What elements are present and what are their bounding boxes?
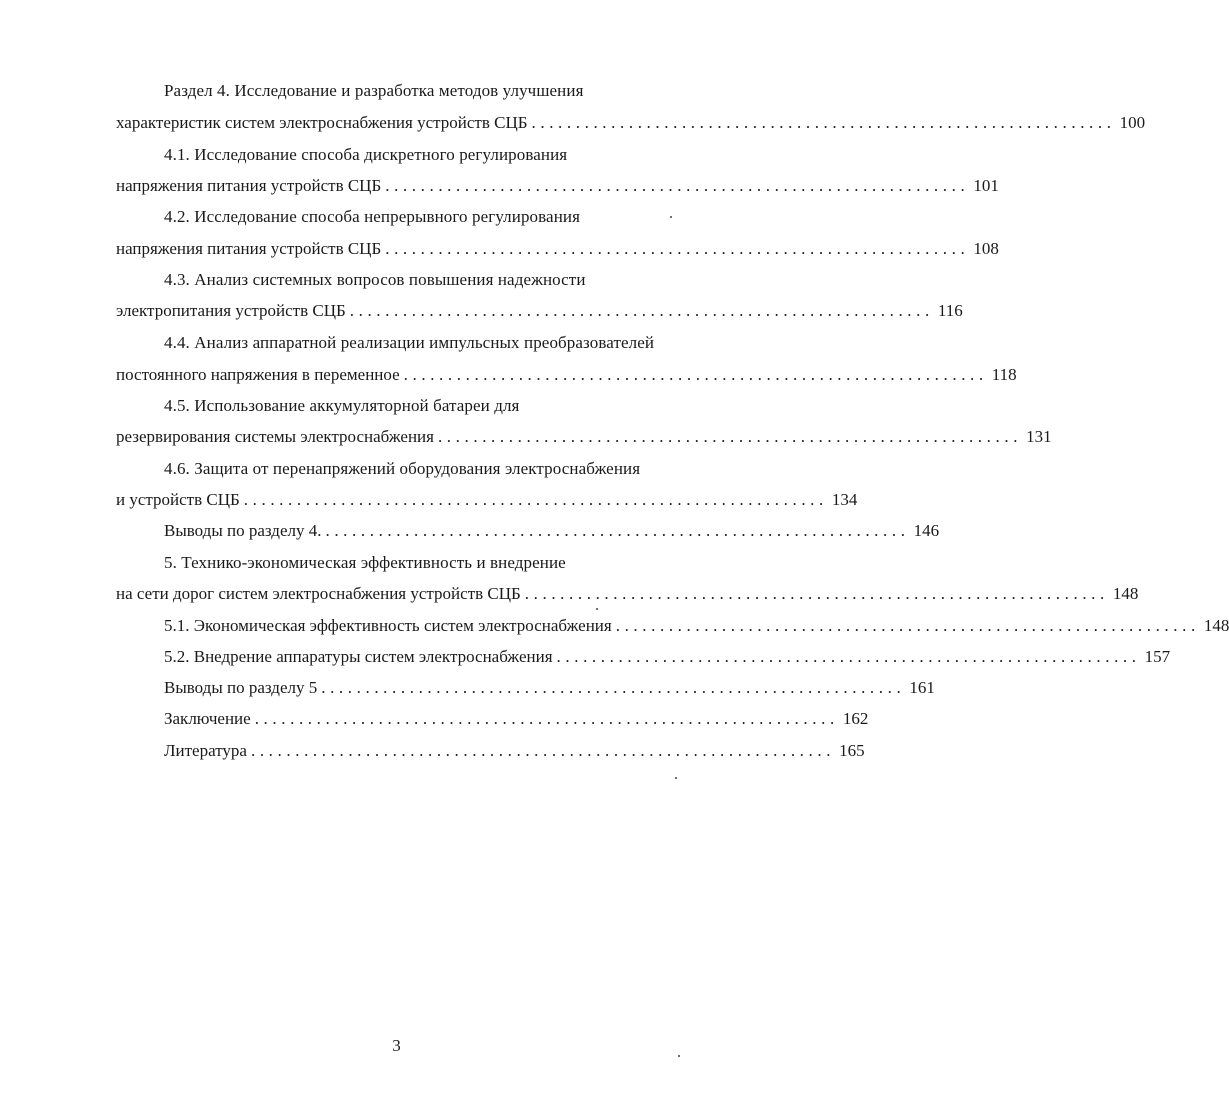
page-number: 3 — [392, 1036, 401, 1055]
toc-leader-dots: .................................................................. — [321, 678, 906, 697]
toc-page-number: 157 — [1144, 647, 1171, 666]
toc-entry-title: 4.1. Исследование способа дискретного регулирования — [164, 145, 568, 164]
toc-entry-title: Выводы по разделу 5 — [164, 678, 318, 697]
toc-entry-row[interactable] — [164, 709, 869, 729]
toc-entry-row[interactable] — [116, 427, 1052, 447]
toc-entry-row[interactable] — [164, 647, 1171, 667]
toc-entry-continuation: на сети дорог систем электроснабжения устройств СЦБ — [116, 584, 521, 603]
toc-page-number: 134 — [831, 490, 858, 509]
scan-speck — [670, 216, 672, 218]
toc-entry-title: 4.6. Защита от перенапряжений оборудования электроснабжения — [164, 459, 641, 478]
toc-entry-title: Литература — [164, 741, 247, 760]
toc-entry-row[interactable] — [164, 521, 940, 541]
toc-entry-row[interactable] — [116, 365, 1017, 385]
toc-entry-row[interactable] — [164, 741, 865, 761]
toc-leader-dots: .................................................................. — [615, 616, 1200, 635]
toc-entry-title: 5. Технико-экономическая эффективность и внедрение — [164, 553, 566, 572]
toc-entry-title: 4.5. Использование аккумуляторной батареи для — [164, 396, 520, 415]
toc-page-number: 100 — [1119, 113, 1146, 132]
toc-leader-dots: .................................................................. — [437, 427, 1023, 446]
toc-leader-dots: .................................................................. — [385, 239, 970, 258]
toc-page-number: 108 — [973, 239, 999, 258]
toc-entry-row[interactable] — [116, 239, 999, 259]
toc-page-number: 161 — [909, 678, 935, 697]
toc-entry-title: 4.4. Анализ аппаратной реализации импульсных преобразователей — [164, 333, 655, 352]
toc-entry-continuation: напряжения питания устройств СЦБ — [116, 239, 382, 258]
toc-entry-row[interactable] — [116, 113, 1146, 133]
toc-leader-dots: .................................................................. — [325, 521, 910, 540]
toc-page-number: 162 — [842, 709, 869, 728]
toc-entry-title: 4.2. Исследование способа непрерывного регулирования — [164, 207, 581, 226]
scan-speck — [596, 608, 598, 610]
toc-leader-dots: .................................................................. — [385, 176, 970, 195]
toc-entry-continuation: характеристик систем электроснабжения устройств СЦБ — [116, 113, 528, 132]
toc-page-number: 148 — [1203, 616, 1229, 635]
toc-entry-row[interactable] — [164, 616, 1229, 636]
toc-entry-title: Выводы по разделу 4. — [164, 521, 322, 540]
toc-leader-dots: .................................................................. — [556, 647, 1141, 666]
toc-entry-title: Заключение — [164, 709, 251, 728]
toc-entry-row[interactable] — [116, 490, 858, 510]
toc-page-number: 165 — [839, 741, 865, 760]
toc-entry-title: Раздел 4. Исследование и разработка методов улучшения — [164, 81, 584, 100]
toc-entry-continuation: электропитания устройств СЦБ — [116, 301, 346, 320]
toc-leader-dots: .................................................................. — [531, 113, 1116, 132]
toc-leader-dots: .................................................................. — [250, 741, 836, 760]
toc-entry-continuation: резервирования системы электроснабжения — [116, 427, 434, 446]
toc-leader-dots: .................................................................. — [403, 365, 988, 384]
toc-leader-dots: .................................................................. — [524, 584, 1109, 603]
toc-entry-continuation: постоянного напряжения в переменное — [116, 365, 400, 384]
toc-page-number: 148 — [1112, 584, 1139, 603]
toc-leader-dots: .................................................................. — [254, 709, 839, 728]
toc-entry-row[interactable] — [164, 678, 935, 698]
toc-entry-row[interactable] — [116, 301, 963, 321]
toc-page-number: 101 — [973, 176, 999, 195]
toc-entry-title: 4.3. Анализ системных вопросов повышения надежности — [164, 270, 586, 289]
toc-entry-row[interactable] — [116, 584, 1139, 604]
toc-leader-dots: .................................................................. — [243, 490, 828, 509]
toc-entry-continuation: и устройств СЦБ — [116, 490, 240, 509]
toc-entry-continuation: напряжения питания устройств СЦБ — [116, 176, 382, 195]
toc-entry-title: 5.2. Внедрение аппаратуры систем электроснабжения — [164, 647, 553, 666]
toc-entry-title: 5.1. Экономическая эффективность систем электроснабжения — [164, 616, 612, 635]
toc-page-number: 116 — [937, 301, 963, 320]
toc-page-number: 131 — [1026, 427, 1052, 446]
scan-speck — [675, 777, 677, 779]
toc-leader-dots: .................................................................. — [349, 301, 934, 320]
toc-page-number: 118 — [991, 365, 1017, 384]
toc-page-number: 146 — [913, 521, 940, 540]
toc-entry-row[interactable] — [116, 176, 999, 196]
